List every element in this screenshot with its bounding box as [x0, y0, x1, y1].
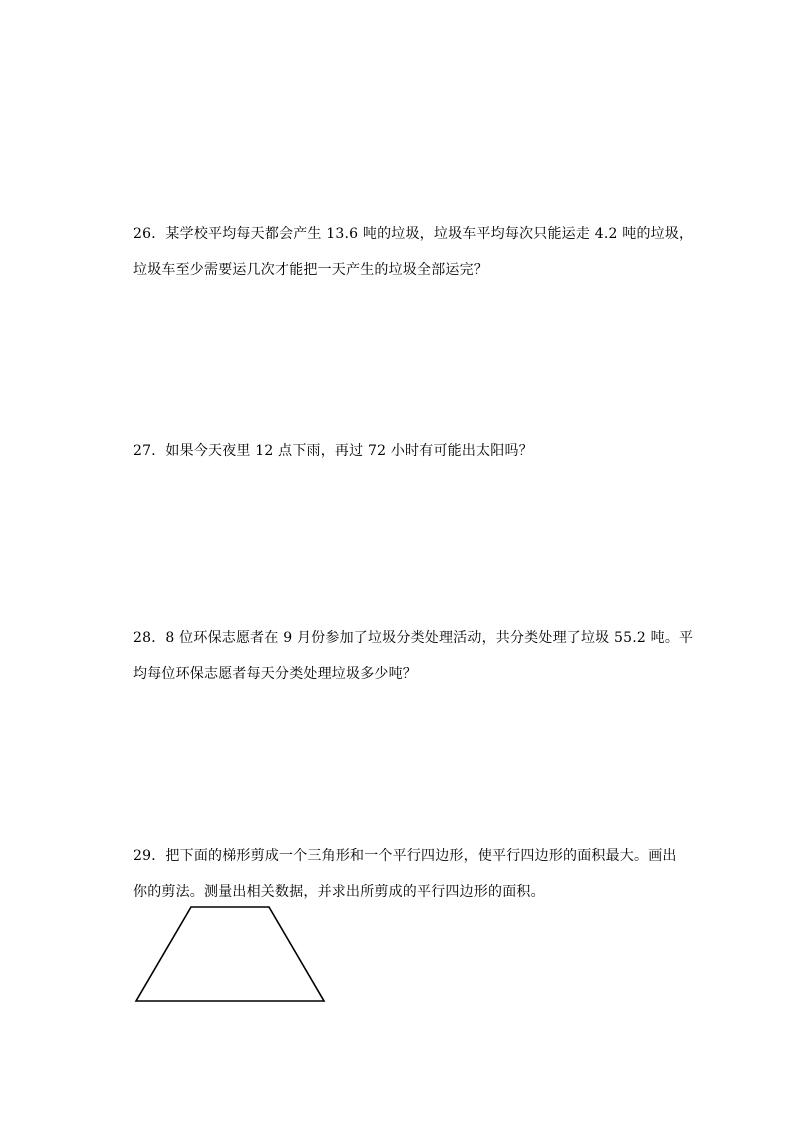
question-26	[133, 216, 694, 288]
question-26-line-1: 26．某学校平均每天都会产生 13.6 吨的垃圾，垃圾车平均每次只能运走 4.2 吨的垃圾，	[133, 226, 694, 242]
question-28-line-1: 28．8 位环保志愿者在 9 月份参加了垃圾分类处理活动，共分类处理了垃圾 55.2 吨。平	[133, 630, 694, 646]
question-29-line-1: 29．把下面的梯形剪成一个三角形和一个平行四边形，使平行四边形的面积最大。画出	[133, 848, 677, 864]
question-29-line-2: 你的剪法。测量出相关数据，并求出所剪成的平行四边形的面积。	[133, 884, 545, 900]
trapezoid-shape	[136, 907, 324, 1001]
question-27	[133, 433, 673, 469]
question-27-line-1: 27．如果今天夜里 12 点下雨，再过 72 小时有可能出太阳吗？	[133, 443, 533, 459]
question-28-line-2: 均每位环保志愿者每天分类处理垃圾多少吨？	[133, 666, 417, 682]
trapezoid-figure	[133, 904, 327, 1004]
question-28	[133, 620, 694, 692]
question-26-line-2: 垃圾车至少需要运几次才能把一天产生的垃圾全部运完？	[133, 262, 488, 278]
question-29	[133, 838, 677, 910]
